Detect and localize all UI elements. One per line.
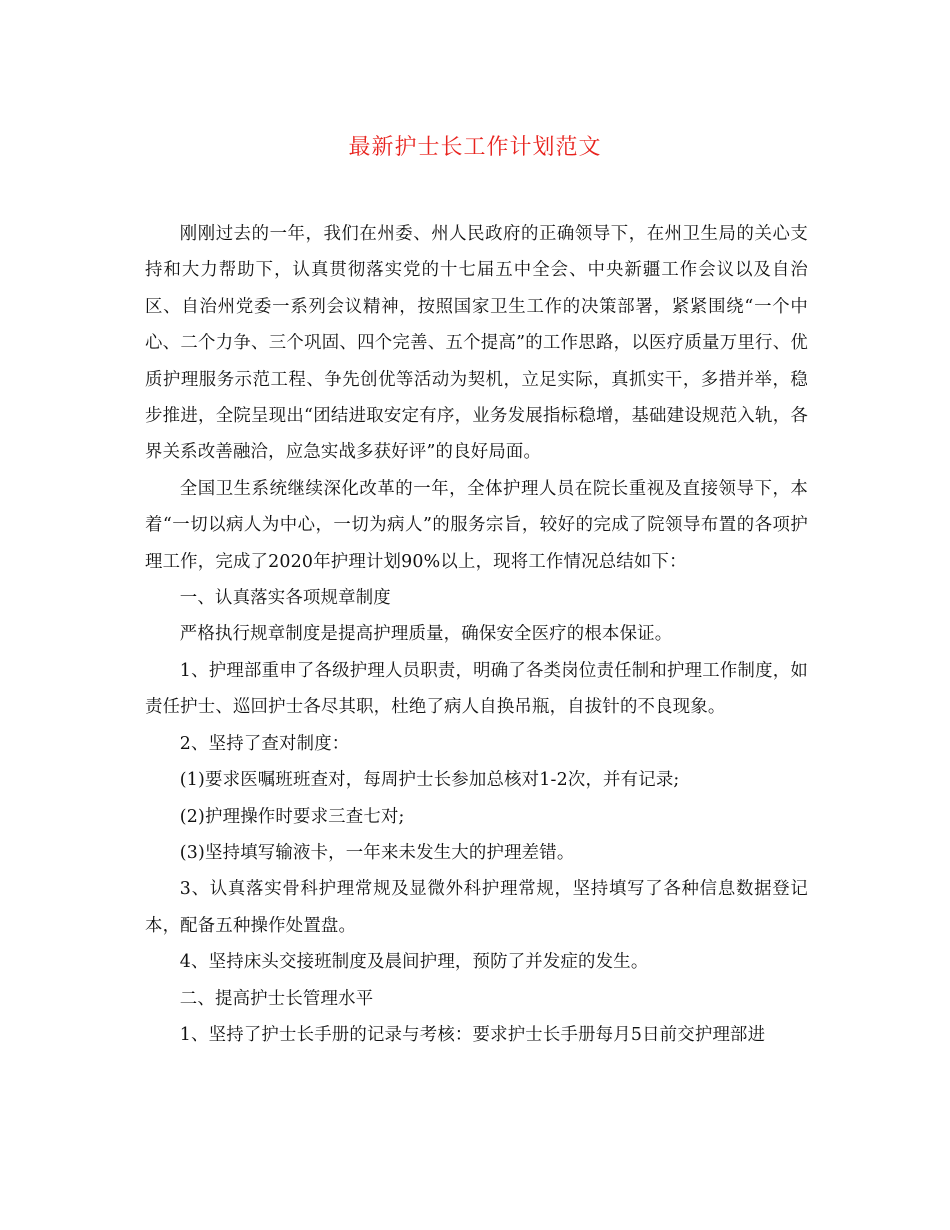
sub-item-1: (1)要求医嘱班班查对，每周护士长参加总核对1-2次，并有记录; (179, 770, 680, 791)
list-item-4: 4、坚持床头交接班制度及晨间护理，预防了并发症的发生。 (179, 952, 649, 973)
document-title: 最新护士长工作计划范文 (348, 135, 602, 160)
list-item-2: 2、坚持了查对制度： (179, 733, 350, 754)
sub-item-2: (2)护理操作时要求三查七对; (179, 806, 405, 827)
paragraph-summary: 全国卫生系统继续深化改革的一年，全体护理人员在院长重视及直接领导下，本着“一切以病人为中心，一切为病人”的服务宗旨，较好的完成了院领导布置的各项护理工作，完成了2020年护理计划90%以上，现将工作情况总结如下： (145, 478, 808, 572)
list-item-1: 1、护理部重申了各级护理人员职责，明确了各类岗位责任制和护理工作制度，如责任护士、巡回护士各尽其职，杜绝了病人自换吊瓶，自拔针的不良现象。 (145, 660, 808, 718)
list-item-3: 3、认真落实骨科护理常规及显微外科护理常规，坚持填写了各种信息数据登记本，配备五种操作处置盘。 (145, 879, 808, 936)
sub-item-3: (3)坚持填写输液卡，一年来未发生大的护理差错。 (179, 842, 575, 863)
section-heading-2: 二、提高护士长管理水平 (179, 988, 374, 1009)
document-body (145, 216, 808, 1053)
paragraph-rules: 严格执行规章制度是提高护理质量，确保安全医疗的根本保证。 (179, 624, 673, 645)
section-heading-1: 一、认真落实各项规章制度 (179, 588, 391, 609)
list-item-5: 1、坚持了护士长手册的记录与考核：要求护士长手册每月5日前交护理部进 (179, 1024, 766, 1045)
paragraph-intro: 刚刚过去的一年，我们在州委、州人民政府的正确领导下，在州卫生局的关心支持和大力帮助下，认真贯彻落实党的十七届五中全会、中央新疆工作会议以及自治区、自治州党委一系列会议精神，按照国家卫生工作的决策部署，紧紧围绕“一个中心、二个力争、三个巩固、四个完善、五个提高”的工作思路，以医疗质量万里行、优质护理服务示范工程、争先创优等活动为契机，立足实际，真抓实干，多措并举，稳步推进，全院呈现出“团结进取安定有序，业务发展指标稳增，基础建设规范入轨，各界关系改善融洽，应急实战多获好评”的良好局面。 (145, 224, 808, 463)
